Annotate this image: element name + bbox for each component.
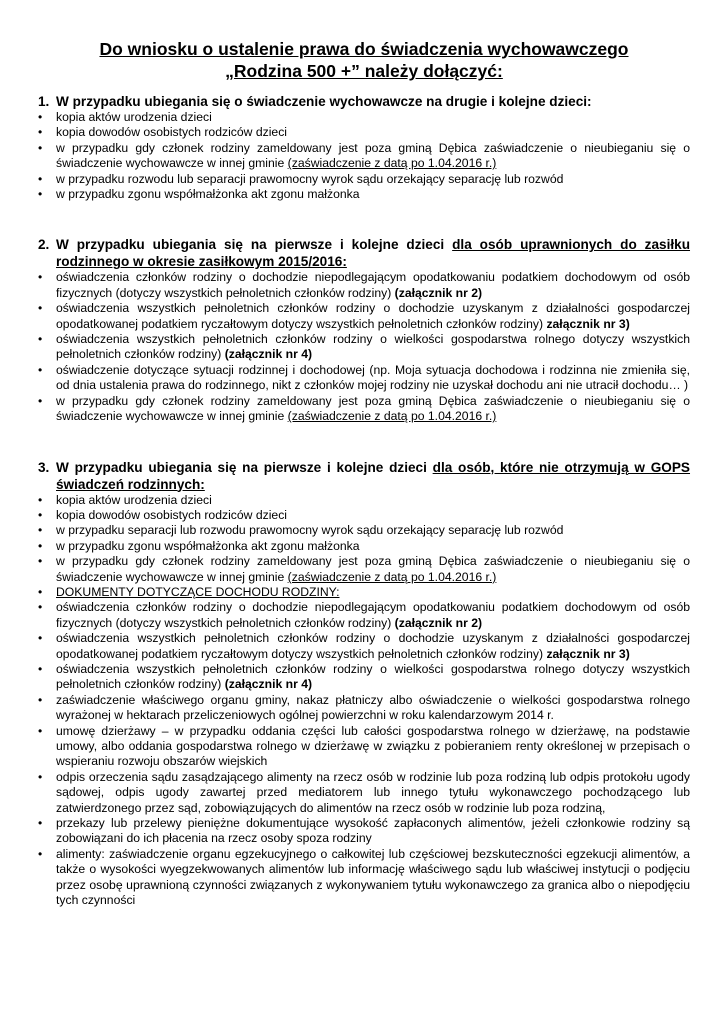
section-heading [38, 459, 690, 493]
item-text: kopia aktów urodzenia dzieci [56, 110, 212, 124]
item-underlined-text: (zaświadczenie z datą po 1.04.2016 r.) [287, 156, 497, 171]
list-item [38, 816, 690, 847]
list-item [38, 631, 690, 662]
item-text: w przypadku separacji lub rozwodu prawomocny wyrok sądu orzekający separację lub rozwód [56, 523, 564, 538]
item-text: oświadczenia wszystkich pełnoletnich członków rodziny o wielkości gospodarstwa rolnego dotyczy wszystkich pełnoletnich członków rodziny) [56, 661, 690, 692]
item-text: oświadczenia członków rodziny o dochodzie niepodlegającym opodatkowaniu podatkiem dochodowym od osób fizycznych (dotyczy wszystkich pełnoletnich członków rodziny) [56, 270, 690, 300]
list-item [38, 693, 690, 724]
list-item [38, 110, 690, 125]
section-heading-text [56, 459, 690, 493]
title-line-2: „Rodzina 500 +” należy dołączyć: [225, 61, 503, 81]
list-item [38, 847, 690, 909]
list-item [38, 554, 690, 585]
item-text: kopia aktów urodzenia dzieci [56, 492, 212, 507]
item-bold-text: (załącznik nr 4) [224, 347, 313, 362]
section-heading [38, 236, 690, 270]
item-text: oświadczenie dotyczące sytuacji rodzinnej i dochodowej (np. Moja sytuacja dochodowa i rodzinna nie zmieniła się, od dnia ustalenia prawa do rodzinnego, nikt z członków mojej rodziny nie uzyskał dochodu ani nie utracił dochodu… ) [56, 362, 690, 393]
item-text: w przypadku gdy członek rodziny zameldowany jest poza gminą Dębica zaświadczenie o nieubieganiu się o świadczenie wychowawcze w innej gminie [56, 554, 690, 584]
section-number: 3. [38, 459, 50, 475]
list-item [38, 125, 690, 140]
bullet-list [38, 270, 690, 424]
item-bold-text: (załącznik nr 2) [394, 285, 483, 300]
section-number: 1. [38, 94, 50, 109]
list-item [38, 493, 690, 508]
item-text: kopia dowodów osobistych rodziców dzieci [56, 125, 288, 140]
item-text: oświadczenia wszystkich pełnoletnich członków rodziny o dochodzie uzyskanym z działalności gospodarczej opodatkowanej podatkiem ryczałtowym dotyczy wszystkich pełnoletnich członków rodziny) [56, 301, 690, 331]
item-text: oświadczenia wszystkich pełnoletnich członków rodziny o wielkości gospodarstwa rolnego dotyczy wszystkich pełnoletnich członków rodziny) [56, 332, 690, 362]
list-item [38, 394, 690, 425]
item-text: kopia dowodów osobistych rodziców dzieci [56, 507, 288, 522]
bullet-list [38, 110, 690, 202]
section-heading-text [56, 93, 690, 110]
item-text: zaświadczenie właściwego organu gminy, nakaz płatniczy albo oświadczenie o wielkości gospodarstwa rolnego wyrażonej w hektarach przeliczeniowych ogólnej powierzchni w roku kalendarzowym 2014 r. [56, 692, 690, 723]
document-page [38, 38, 690, 908]
section-heading [38, 93, 690, 110]
list-item [38, 141, 690, 172]
section-heading-text [56, 236, 690, 270]
title-line-1: Do wniosku o ustalenie prawa do świadczenia wychowawczego [99, 39, 629, 59]
item-text: w przypadku zgonu współmałżonka akt zgonu małżonka [56, 538, 360, 553]
item-underlined-text: DOKUMENTY DOTYCZĄCE DOCHODU RODZINY: [56, 584, 340, 599]
item-text: przekazy lub przelewy pieniężne dokumentujące wysokość zapłaconych alimentów, jeżeli członkowie rodziny są zobowiązani do ich płacenia na rzecz osoby spoza rodziny [56, 816, 690, 846]
item-bold-text: (załącznik nr 2) [394, 615, 483, 630]
list-item [38, 662, 690, 693]
list-item [38, 332, 690, 363]
list-item [38, 523, 690, 538]
heading-underlined: dla osób uprawnionych do zasiłku rodzinnego w okresie zasiłkowym 2015/2016: [56, 237, 691, 270]
item-text: oświadczenia członków rodziny o dochodzie niepodlegającym opodatkowaniu podatkiem dochodowym od osób fizycznych (dotyczy wszystkich pełnoletnich członków rodziny) [56, 600, 690, 630]
list-item [38, 600, 690, 631]
section-1 [38, 93, 690, 202]
item-text: w przypadku zgonu współmałżonka akt zgonu małżonka [56, 187, 360, 202]
sections-container [38, 93, 690, 908]
list-item [38, 270, 690, 301]
item-text: w przypadku gdy członek rodziny zameldowany jest poza gminą Dębica zaświadczenie o nieubieganiu się o świadczenie wychowawcze w innej gminie [56, 140, 690, 171]
list-item [38, 301, 690, 332]
section-number: 2. [38, 237, 50, 253]
item-bold-text: załącznik nr 3) [546, 646, 630, 661]
list-item [38, 363, 690, 394]
item-bold-text: załącznik nr 3) [546, 316, 630, 331]
list-item [38, 172, 690, 187]
item-bold-text: (załącznik nr 4) [224, 677, 313, 692]
list-item [38, 539, 690, 554]
item-underlined-text: (zaświadczenie z datą po 1.04.2016 r.) [287, 409, 497, 424]
item-underlined-text: (zaświadczenie z datą po 1.04.2016 r.) [287, 569, 497, 584]
section-3 [38, 459, 690, 909]
item-text: w przypadku rozwodu lub separacji prawomocny wyrok sądu orzekający separację lub rozwód [56, 171, 564, 186]
item-text: alimenty: zaświadczenie organu egzekucyjnego o całkowitej lub częściowej bezskuteczności egzekucji alimentów, a także o wysokości wyegzekwowanych alimentów lub informację właściwego sądu lub właściwej instytucji o podjęciu przez osobę uprawnioną czynności związanych z wykonywaniem tytułu wykonawczego za granica albo o niepodjęciu tych czynności [56, 846, 690, 908]
section-2 [38, 236, 690, 424]
list-item [38, 770, 690, 816]
document-title [38, 38, 690, 82]
heading-plain: W przypadku ubiegania się na pierwsze i kolejne dzieci [56, 237, 453, 253]
item-text: oświadczenia wszystkich pełnoletnich członków rodziny o dochodzie uzyskanym z działalności gospodarczej opodatkowanej podatkiem ryczałtowym dotyczy wszystkich pełnoletnich członków rodziny) [56, 631, 690, 661]
item-text: umowę dzierżawy – w przypadku oddania części lub całości gospodarstwa rolnego w dzierżawę, na podstawie umowy, albo oddania gospodarstwa rolnego w dzierżawę w związku z pobieraniem renty określonej w przepisach o wspieraniu rozwoju obszarów wiejskich [56, 723, 690, 769]
item-text: w przypadku gdy członek rodziny zameldowany jest poza gminą Dębica zaświadczenie o nieubieganiu się o świadczenie wychowawcze w innej gminie [56, 393, 690, 424]
list-item [38, 724, 690, 770]
bullet-list [38, 493, 690, 909]
list-item [38, 585, 690, 600]
heading-plain: W przypadku ubiegania się o świadczenie wychowawcze na drugie i kolejne dzieci: [56, 94, 592, 109]
heading-underlined: dla osób, które nie otrzymują w GOPS świadczeń rodzinnych: [56, 459, 691, 492]
list-item [38, 187, 690, 202]
item-text: odpis orzeczenia sądu zasądzającego alimenty na rzecz osób w rodzinie lub poza rodziną lub odpis protokołu ugody sądowej, odpis ugody zawartej przed mediatorem lub innego tytułu wykonawczego pochodzącego lub zatwierdzonego przez sąd, zobowiązujących do alimentów na rzecz osób w rodzinie lub poza rodziną, [56, 769, 690, 815]
heading-plain: W przypadku ubiegania się na pierwsze i kolejne dzieci [56, 459, 433, 475]
list-item [38, 508, 690, 523]
